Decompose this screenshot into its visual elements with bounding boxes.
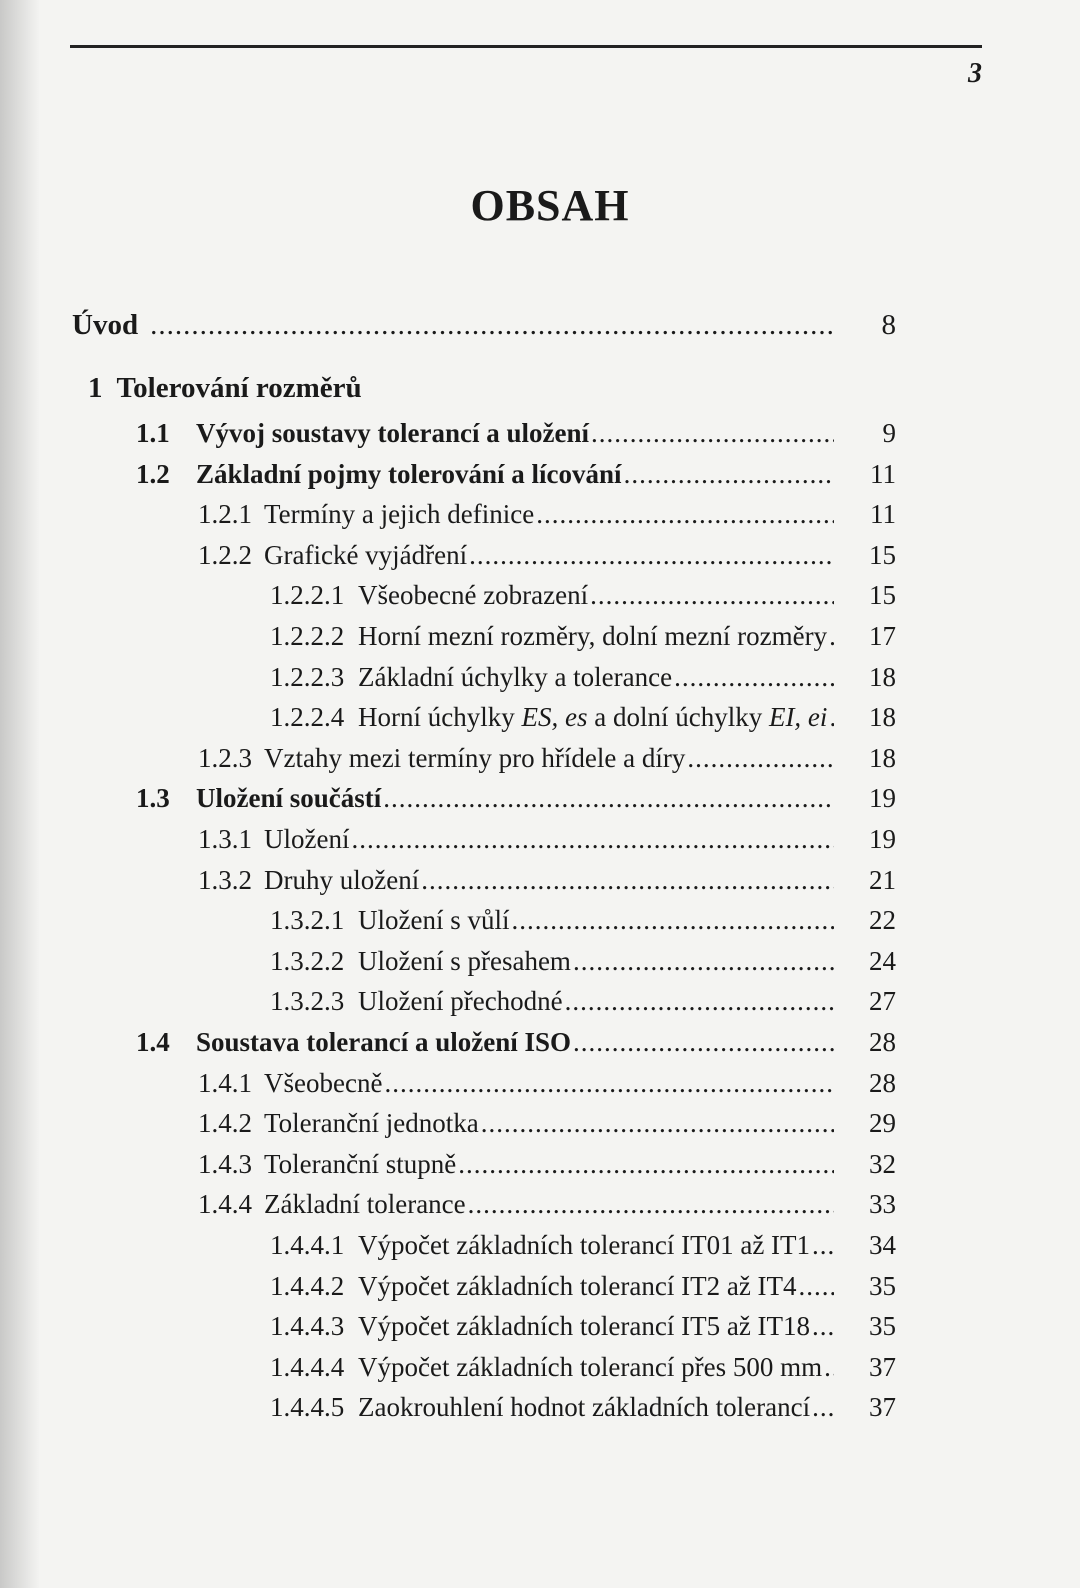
toc-entry[interactable]	[270, 1387, 896, 1427]
toc-number: 1.2.2.1	[270, 580, 345, 611]
toc-leader	[829, 697, 834, 737]
toc-leader	[458, 1144, 834, 1184]
toc-leader	[421, 860, 834, 900]
toc-number: 1.2.3	[198, 742, 252, 773]
toc-label: Výpočet základních tolerancí IT2 až IT4	[358, 1270, 797, 1301]
toc-label: Zaokrouhlení hodnot základních tolerancí	[358, 1392, 811, 1423]
toc-page: 22	[869, 905, 896, 936]
toc-label: Úvod	[72, 309, 139, 341]
toc-number: 1.3.2	[198, 864, 252, 895]
toc-label: Uložení součástí	[196, 783, 382, 814]
toc-number: 1.3.2.2	[270, 945, 345, 976]
toc-number: 1.2.2.2	[270, 621, 345, 651]
toc-page: 18	[869, 661, 896, 692]
toc-page: 35	[869, 1311, 896, 1342]
toc-leader	[384, 1063, 834, 1103]
toc-leader	[468, 1184, 834, 1224]
page-edge-shadow	[0, 0, 40, 1588]
toc-page: 28	[869, 1027, 896, 1057]
toc-number: 1.2.1	[198, 499, 252, 530]
toc-leader	[824, 1347, 834, 1387]
toc-label: Základní tolerance	[264, 1189, 466, 1220]
toc-page: 29	[869, 1108, 896, 1139]
toc-leader	[383, 778, 834, 818]
toc-label: Grafické vyjádření	[264, 539, 468, 570]
toc-label-part: Horní úchylky	[358, 702, 522, 733]
toc-entry[interactable]	[198, 1063, 896, 1103]
toc-number: 1.4.4.5	[270, 1392, 345, 1423]
toc-leader	[591, 413, 834, 453]
toc-label: Toleranční stupně	[264, 1148, 457, 1179]
toc-label-part: ES, es	[521, 702, 588, 733]
toc-entry[interactable]	[270, 900, 896, 940]
toc-number: 1.3.2.1	[270, 905, 345, 936]
toc-leader	[799, 1266, 834, 1306]
toc-entry[interactable]	[270, 1306, 896, 1346]
toc-entry[interactable]	[136, 1022, 896, 1062]
toc-page: 37	[869, 1392, 896, 1423]
toc-entry[interactable]	[270, 657, 896, 697]
toc-entry[interactable]	[270, 616, 896, 656]
toc-entry[interactable]	[270, 697, 896, 737]
toc-label: Uložení	[264, 824, 350, 854]
toc-label: Výpočet základních tolerancí IT01 až IT1	[358, 1230, 811, 1260]
toc-page: 11	[870, 458, 896, 489]
toc-leader	[469, 535, 834, 575]
toc-label: Všeobecně	[264, 1067, 383, 1098]
toc-page: 8	[881, 309, 896, 341]
toc-page: 11	[870, 499, 896, 530]
toc-number: 1.2.2.3	[270, 661, 345, 692]
toc-number: 1.2	[136, 458, 170, 489]
header-rule	[70, 45, 982, 48]
toc-page: 17	[869, 621, 896, 651]
toc-label: Základní úchylky a tolerance	[358, 661, 673, 692]
toc-leader	[687, 738, 834, 778]
toc-page: 15	[869, 539, 896, 570]
toc-page: 32	[869, 1148, 896, 1179]
toc-page: 27	[869, 986, 896, 1017]
page-number: 3	[968, 58, 982, 89]
toc-page: 28	[869, 1067, 896, 1098]
toc-entry[interactable]	[198, 738, 896, 778]
toc-leader	[674, 657, 834, 697]
chapter-number: 1	[88, 372, 103, 404]
toc-leader	[812, 1387, 834, 1427]
toc-page: 9	[882, 418, 896, 448]
toc-label: Uložení přechodné	[358, 986, 563, 1017]
toc-number: 1.4.2	[198, 1108, 252, 1139]
page-title: OBSAH	[470, 181, 630, 230]
toc-number: 1.1	[136, 418, 170, 448]
toc-entry[interactable]	[198, 535, 896, 575]
toc-entry[interactable]	[270, 941, 896, 981]
toc-number: 1.2.2	[198, 539, 252, 570]
toc-entry[interactable]	[198, 494, 896, 534]
toc-number: 1.4.3	[198, 1148, 252, 1179]
toc-entry[interactable]	[198, 819, 896, 859]
toc-label-part: a dolní úchylky	[587, 702, 769, 733]
toc-number: 1.3.1	[198, 824, 252, 854]
toc-label: Toleranční jednotka	[264, 1108, 479, 1139]
toc-leader	[511, 900, 834, 940]
toc-number: 1.4.4.4	[270, 1351, 345, 1382]
toc-page: 19	[869, 783, 896, 814]
toc-page: 33	[869, 1189, 896, 1220]
toc-number: 1.4.4	[198, 1189, 252, 1220]
toc-label: Vývoj soustavy tolerancí a uložení	[196, 418, 589, 448]
toc-page: 19	[869, 824, 896, 854]
toc-label: Vztahy mezi termíny pro hřídele a díry	[264, 742, 686, 773]
toc-number: 1.4.1	[198, 1067, 252, 1098]
chapter-title: Tolerování rozměrů	[116, 372, 362, 404]
toc-entry[interactable]	[198, 1103, 896, 1143]
toc-page: 34	[869, 1230, 896, 1260]
toc-label: Termíny a jejich definice	[264, 499, 535, 530]
toc-entry[interactable]	[270, 575, 896, 615]
toc-chapter-1[interactable]	[88, 368, 362, 408]
toc-page: 15	[869, 580, 896, 611]
toc-leader	[565, 981, 834, 1021]
toc-entry[interactable]	[198, 860, 896, 900]
toc-page: 21	[869, 864, 896, 895]
toc-page: 18	[869, 742, 896, 773]
toc-number: 1.4.4.1	[270, 1230, 345, 1260]
toc-number: 1.4.4.2	[270, 1270, 345, 1301]
toc-number: 1.3	[136, 783, 170, 814]
toc-entry[interactable]	[270, 1266, 896, 1306]
toc-page: 35	[869, 1270, 896, 1301]
toc-entry[interactable]	[270, 1347, 896, 1387]
toc-label: Výpočet základních tolerancí přes 500 mm	[358, 1351, 823, 1382]
toc-leader	[481, 1103, 834, 1143]
toc-number: 1.4	[136, 1027, 170, 1057]
toc-number: 1.2.2.4	[270, 702, 345, 733]
toc-label: Horní mezní rozměry, dolní mezní rozměry	[358, 621, 828, 651]
toc-label: Výpočet základních tolerancí IT5 až IT18	[358, 1311, 811, 1342]
toc-entry[interactable]	[198, 1184, 896, 1224]
toc-label	[358, 697, 827, 737]
toc-leader	[812, 1225, 834, 1265]
toc-entry[interactable]	[198, 1144, 896, 1184]
toc-label: Uložení s vůlí	[358, 905, 510, 936]
toc-entry[interactable]	[270, 981, 896, 1021]
toc-leader	[573, 1022, 834, 1062]
toc-entry[interactable]	[136, 413, 896, 453]
toc-entry-intro[interactable]	[72, 305, 896, 345]
toc-label: Uložení s přesahem	[358, 945, 571, 976]
toc-label-part: EI, ei	[768, 702, 828, 733]
toc-leader	[829, 616, 834, 656]
toc-entry[interactable]	[136, 778, 896, 818]
toc-leader	[536, 494, 834, 534]
toc-label: Druhy uložení	[264, 864, 420, 895]
toc-label: Všeobecné zobrazení	[358, 580, 589, 611]
toc-leader	[624, 454, 834, 494]
toc-leader	[573, 941, 834, 981]
toc-page: 18	[869, 702, 896, 733]
toc-page: 37	[869, 1351, 896, 1382]
toc-number: 1.4.4.3	[270, 1311, 345, 1342]
toc-leader	[150, 305, 834, 345]
toc-label: Soustava tolerancí a uložení ISO	[196, 1027, 572, 1057]
toc-number: 1.3.2.3	[270, 986, 345, 1017]
toc-entry[interactable]	[270, 1225, 896, 1265]
toc-page: 24	[869, 945, 896, 976]
toc-label: Základní pojmy tolerování a lícování	[196, 458, 622, 489]
toc-leader	[590, 575, 834, 615]
toc-entry[interactable]	[136, 454, 896, 494]
toc-leader	[812, 1306, 834, 1346]
toc-leader	[351, 819, 834, 859]
